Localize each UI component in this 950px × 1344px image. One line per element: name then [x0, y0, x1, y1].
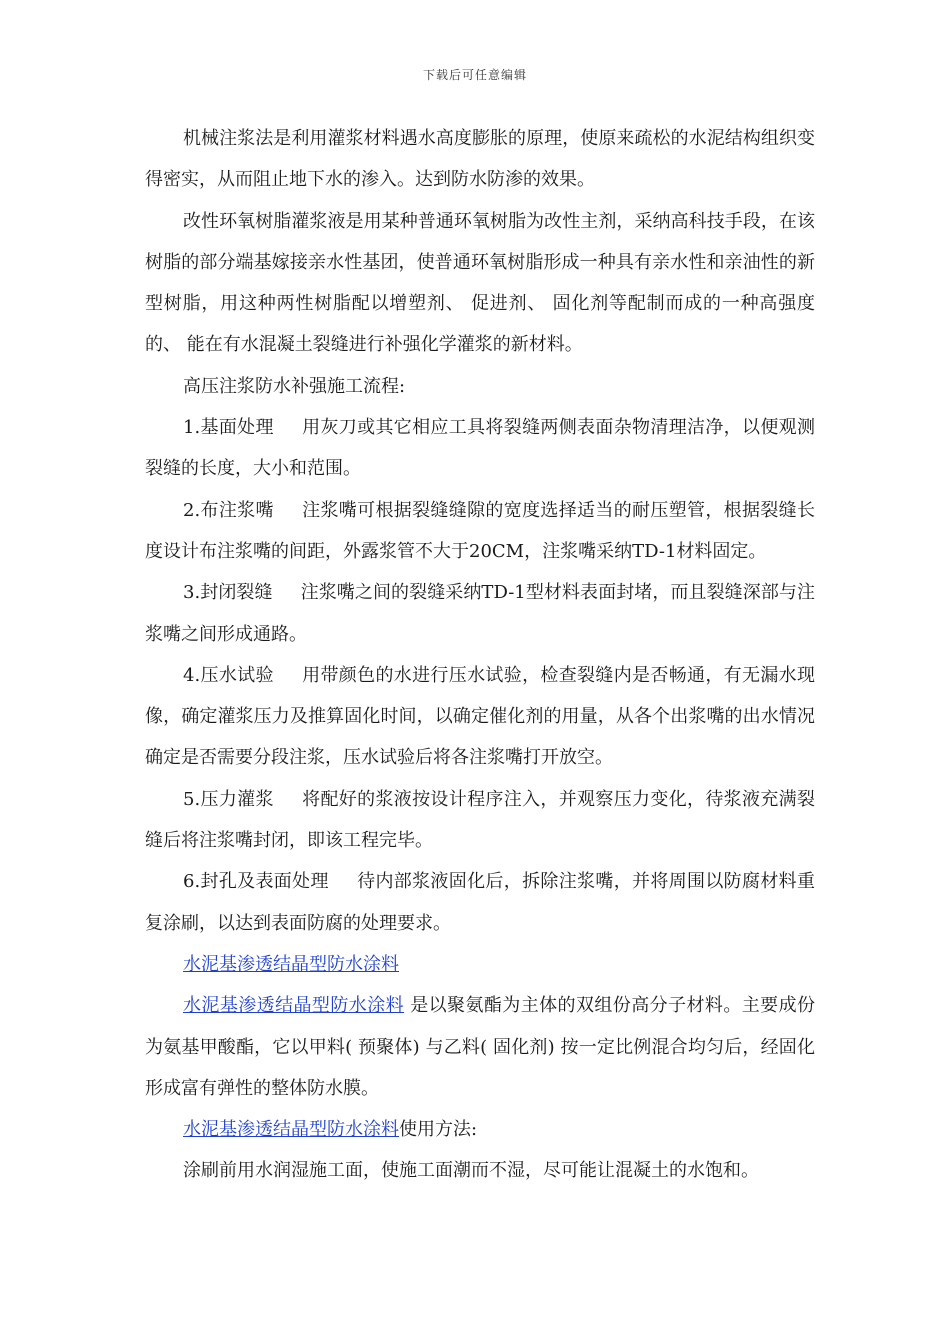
paragraph-coating-description: [145, 985, 815, 1109]
paragraph-epoxy-grout: 改性环氧树脂灌浆液是用某种普通环氧树脂为改性主剂，采纳高科技手段，在该树脂的部分端基嫁接亲水性基团，使普通环氧树脂形成一种具有亲水性和亲油性的新型树脂，用这种两性树脂配以增塑剂、 促进剂、 固化剂等配制而成的一种高强度的、 能在有水混凝土裂缝进行补强化学灌浆的新材料。: [145, 210, 815, 356]
paragraph-usage-instruction: 涂刷前用水润湿施工面，使施工面潮而不湿，尽可能让混凝土的水饱和。: [183, 1160, 759, 1182]
coating-description-link[interactable]: 水泥基渗透结晶型防水涂料: [183, 995, 405, 1017]
paragraph-usage-heading: [145, 1109, 815, 1150]
step-text: 注浆嘴之间的裂缝采纳TD-1型材料表面封堵，而且裂缝深部与注浆嘴之间形成通路。: [145, 582, 815, 645]
step-item: [145, 572, 815, 655]
step-title: 4.压水试验: [183, 664, 274, 686]
step-item: [145, 407, 815, 490]
paragraph-mechanical-grouting: 机械注浆法是利用灌浆材料遇水高度膨胀的原理，使原来疏松的水泥结构组织变得密实，从而阻止地下水的渗入。达到防水防渗的效果。: [145, 128, 815, 191]
step-text: 待内部浆液固化后，拆除注浆嘴，并将周围以防腐材料重复涂刷，以达到表面防腐的处理要求。: [145, 871, 815, 934]
paragraph-process-heading: 高压注浆防水补强施工流程:: [183, 375, 406, 397]
document-body: [145, 118, 815, 1192]
step-item: [145, 861, 815, 944]
section-heading: [145, 944, 815, 985]
step-title: 3.封闭裂缝: [183, 582, 273, 604]
step-item: [145, 655, 815, 779]
coating-description-text: 是以聚氨酯为主体的双组份高分子材料。主要成份为氨基甲酸酯，它以甲料( 预聚体) 与乙料( 固化剂) 按一定比例混合均匀后，经固化形成富有弹性的整体防水膜。: [145, 995, 815, 1099]
step-text: 将配好的浆液按设计程序注入，并观察压力变化，待浆液充满裂缝后将注浆嘴封闭，即该工程完毕。: [145, 788, 815, 852]
step-text: 注浆嘴可根据裂缝缝隙的宽度选择适当的耐压塑管，根据裂缝长度设计布注浆嘴的间距，外露浆管不大于20CM，注浆嘴采纳TD-1材料固定。: [145, 499, 815, 562]
coating-usage-link[interactable]: 水泥基渗透结晶型防水涂料: [183, 1119, 399, 1141]
step-item: [145, 490, 815, 573]
usage-heading-text: 使用方法:: [399, 1119, 478, 1141]
step-title: 6.封孔及表面处理: [183, 871, 329, 893]
step-text: 用灰刀或其它相应工具将裂缝两侧表面杂物清理洁净，以便观测裂缝的长度，大小和范围。: [145, 417, 815, 480]
page-header: 下载后可任意编辑: [422, 68, 527, 82]
step-text: 用带颜色的水进行压水试验，检查裂缝内是否畅通，有无漏水现像，确定灌浆压力及推算固化时间，以确定催化剂的用量，从各个出浆嘴的出水情况确定是否需要分段注浆，压水试验后将各注浆嘴打开放空。: [145, 664, 815, 769]
step-title: 2.布注浆嘴: [183, 499, 274, 521]
step-title: 1.基面处理: [183, 417, 274, 439]
coating-heading-link[interactable]: 水泥基渗透结晶型防水涂料: [183, 953, 399, 975]
step-title: 5.压力灌浆: [183, 788, 274, 810]
step-item: [145, 779, 815, 862]
